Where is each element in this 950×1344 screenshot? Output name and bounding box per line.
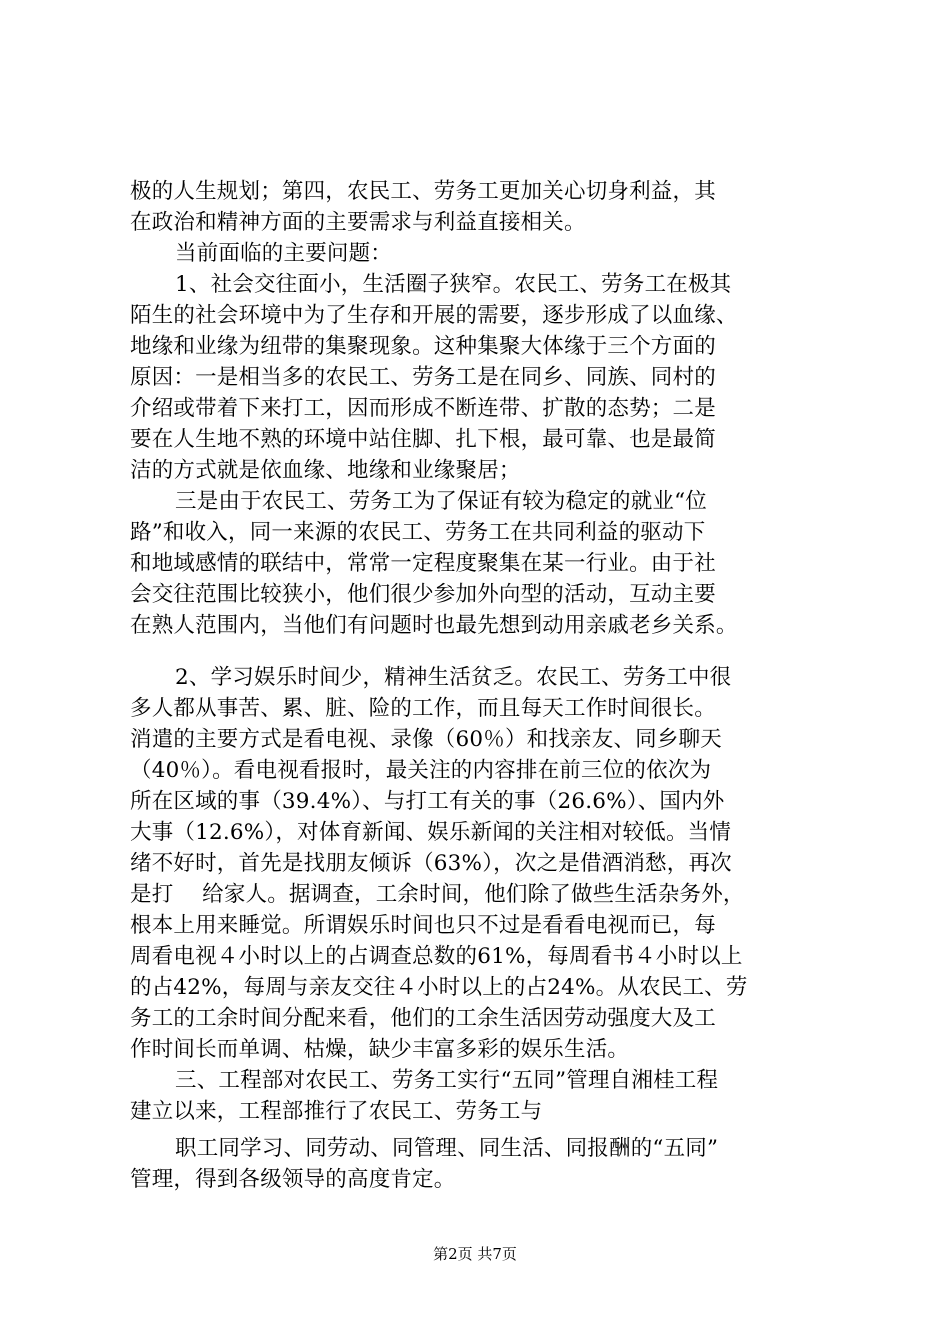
text-line: 职工同学习、同劳动、同管理、同生活、同报酬的“五同”	[175, 1136, 719, 1161]
text-line: 消遣的主要方式是看电视、录像（60％）和找亲友、同乡聊天	[130, 727, 722, 752]
text-line: 作时间长而单调、枯燥，缺少丰富多彩的娱乐生活。	[130, 1037, 630, 1062]
text-line: 和地域感情的联结中，常常一定程度聚集在某一行业。由于社	[130, 551, 716, 576]
text-line: 的占42%，每周与亲友交往４小时以上的占24%。从农民工、劳	[130, 975, 748, 1000]
text-line: 要在人生地不熟的环境中站住脚、扎下根，最可靠、也是最简	[130, 427, 716, 452]
text-line: 管理，得到各级领导的高度肯定。	[130, 1167, 456, 1192]
text-line: 是打 给家人。据调查，工余时间，他们除了做些生活杂务外，	[130, 882, 745, 907]
text-line: 在熟人范围内，当他们有问题时也最先想到动用亲戚老乡关系。	[130, 613, 738, 638]
text-line: 绪不好时，首先是找朋友倾诉（63%），次之是借酒消愁，再次	[130, 851, 732, 876]
text-line: 三、工程部对农民工、劳务工实行“五同”管理自湘桂工程	[175, 1068, 719, 1093]
text-line: 原因：一是相当多的农民工、劳务工是在同乡、同族、同村的	[130, 365, 716, 390]
text-line: 在政治和精神方面的主要需求与利益直接相关。	[130, 210, 586, 235]
text-line: 根本上用来睡觉。所谓娱乐时间也只不过是看看电视而已，每	[130, 913, 716, 938]
text-line: 极的人生规划；第四，农民工、劳务工更加关心切身利益，其	[130, 179, 716, 204]
text-line: （40％）。看电视看报时，最关注的内容排在前三位的依次为	[130, 758, 712, 783]
text-line: 陌生的社会环境中为了生存和开展的需要，逐步形成了以血缘、	[130, 303, 738, 328]
text-line: 1、社会交往面小，生活圈子狭窄。农民工、劳务工在极其	[175, 272, 732, 297]
text-line: 洁的方式就是依血缘、地缘和业缘聚居；	[130, 458, 521, 483]
text-line: 路”和收入，同一来源的农民工、劳务工在共同利益的驱动下	[130, 520, 706, 545]
text-line: 会交往范围比较狭小，他们很少参加外向型的活动，互动主要	[130, 582, 716, 607]
page-footer: 第2页 共7页	[433, 1245, 517, 1263]
text-line: 所在区域的事（39.4%）、与打工有关的事（26.6%）、国内外	[130, 789, 725, 814]
text-line: 务工的工余时间分配来看，他们的工余生活因劳动强度大及工	[130, 1006, 716, 1031]
text-line: 多人都从事苦、累、脏、险的工作，而且每天工作时间很长。	[130, 696, 716, 721]
text-line: 介绍或带着下来打工，因而形成不断连带、扩散的态势；二是	[130, 396, 716, 421]
text-line: 2、学习娱乐时间少，精神生活贫乏。农民工、劳务工中很	[175, 665, 732, 690]
text-line: 三是由于农民工、劳务工为了保证有较为稳定的就业“位	[175, 489, 707, 514]
text-line: 当前面临的主要问题：	[175, 241, 393, 266]
text-line: 建立以来，工程部推行了农民工、劳务工与	[130, 1099, 543, 1124]
text-line: 周看电视４小时以上的占调查总数的61%，每周看书４小时以上	[130, 944, 743, 969]
text-line: 地缘和业缘为纽带的集聚现象。这种集聚大体缘于三个方面的	[130, 334, 716, 359]
text-line: 大事（12.6%），对体育新闻、娱乐新闻的关注相对较低。当情	[130, 820, 732, 845]
